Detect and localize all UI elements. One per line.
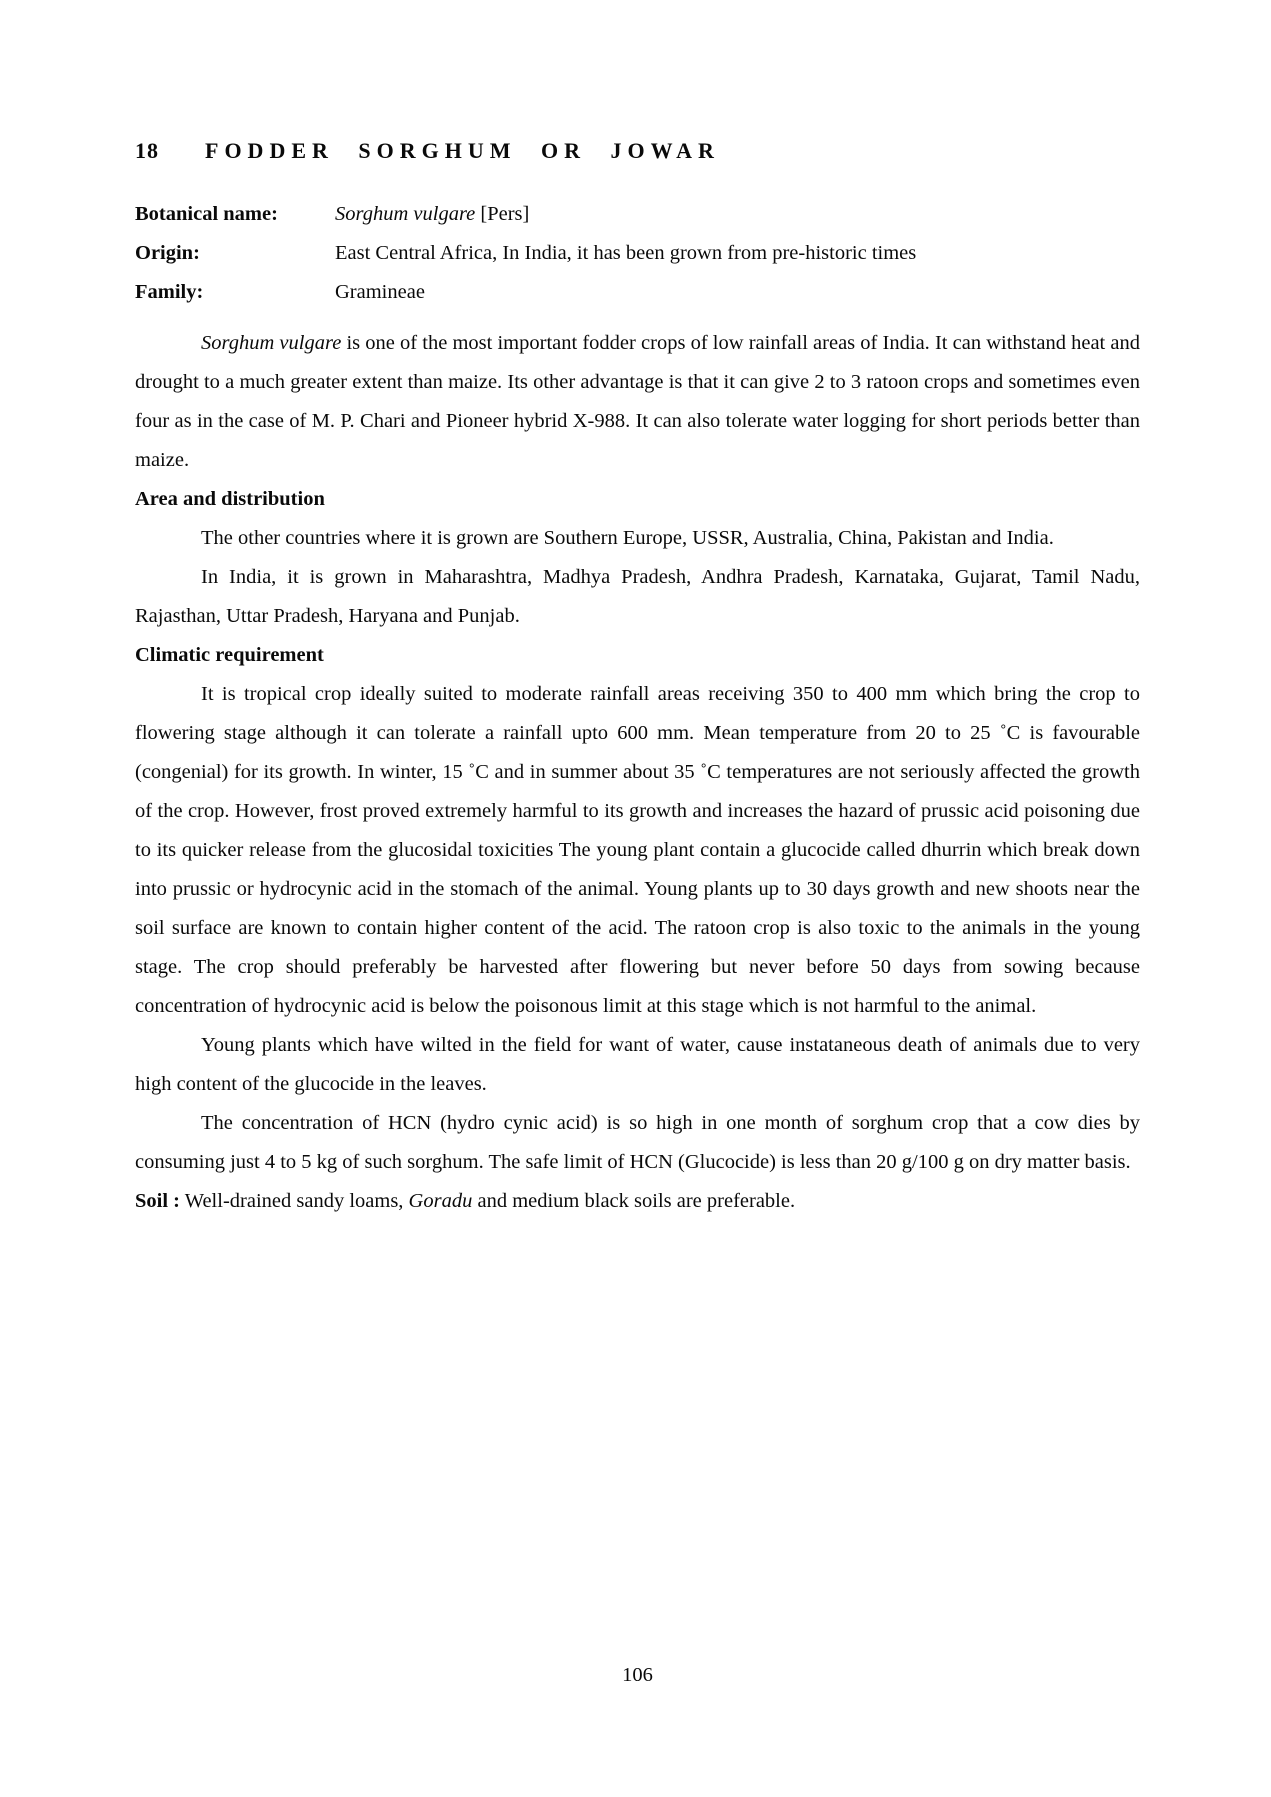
- soil-paragraph: [135, 1182, 1140, 1221]
- family-row: [135, 273, 1140, 312]
- area-paragraph-india-states: In India, it is grown in Maharashtra, Madhya Pradesh, Andhra Pradesh, Karnataka, Gujarat, Tamil Nadu, Rajasthan, Uttar Pradesh, Haryana and Punjab.: [135, 566, 1140, 627]
- chapter-number: 18: [135, 138, 159, 163]
- soil-label: Soil :: [135, 1190, 180, 1212]
- botanical-name-value: [335, 195, 1140, 234]
- species-authority: [Pers]: [475, 203, 530, 225]
- soil-text-before: Well-drained sandy loams,: [180, 1190, 409, 1212]
- chapter-title: FODDER SORGHUM OR JOWAR: [205, 138, 720, 163]
- origin-label: Origin:: [135, 242, 200, 264]
- area-paragraph-countries: The other countries where it is grown are Southern Europe, USSR, Australia, China, Pakistan and India.: [201, 527, 1054, 549]
- origin-row: [135, 234, 1140, 273]
- soil-term-goradu: Goradu: [408, 1190, 473, 1212]
- species-name: Sorghum vulgare: [335, 203, 476, 225]
- section-heading-climatic-requirement: Climatic requirement: [135, 644, 324, 666]
- family-value: Gramineae: [335, 281, 425, 303]
- climate-paragraph-main: It is tropical crop ideally suited to moderate rainfall areas receiving 350 to 400 mm which bring the crop to flowering stage although it can tolerate a rainfall upto 600 mm. Mean temperature from 20 to 25 ˚C is favourable (congenial) for its growth. In winter, 15 ˚C and in summer about 35 ˚C temperatures are not seriously affected the growth of the crop. However, frost proved extremely harmful to its growth and increases the hazard of prussic acid poisoning due to its quicker release from the glucosidal toxicities The young plant contain a glucocide called dhurrin which break down into prussic or hydrocynic acid in the stomach of the animal. Young plants up to 30 days growth and new shoots near the soil surface are known to contain higher content of the acid. The ratoon crop is also toxic to the animals in the young stage. The crop should preferably be harvested after flowering but never before 50 days from sowing because concentration of hydrocynic acid is below the poisonous limit at this stage which is not harmful to the animal.: [135, 683, 1140, 1017]
- botanical-name-row: [135, 195, 1140, 234]
- section-heading-area-and-distribution: Area and distribution: [135, 488, 325, 510]
- page-number: 106: [622, 1664, 653, 1686]
- botanical-name-label: Botanical name:: [135, 203, 278, 225]
- soil-text-after: and medium black soils are preferable.: [472, 1190, 796, 1212]
- family-label: Family:: [135, 281, 204, 303]
- document-body: [135, 324, 1140, 1221]
- botanical-meta-block: [135, 195, 1140, 312]
- intro-paragraph: [135, 324, 1140, 480]
- climate-paragraph-wilted-plants: Young plants which have wilted in the field for want of water, cause instataneous death of animals due to very high content of the glucocide in the leaves.: [135, 1034, 1140, 1095]
- climate-paragraph-hcn: The concentration of HCN (hydro cynic acid) is so high in one month of sorghum crop that a cow dies by consuming just 4 to 5 kg of such sorghum. The safe limit of HCN (Glucocide) is less than 20 g/100 g on dry matter basis.: [135, 1112, 1140, 1173]
- intro-paragraph-text: is one of the most important fodder crops of low rainfall areas of India. It can withstand heat and drought to a much greater extent than maize. Its other advantage is that it can give 2 to 3 ratoon crops and sometimes even four as in the case of M. P. Chari and Pioneer hybrid X-988. It can also tolerate water logging for short periods better than maize.: [135, 332, 1140, 471]
- chapter-heading: [135, 138, 1140, 164]
- origin-value: East Central Africa, In India, it has been grown from pre-historic times: [335, 242, 917, 264]
- species-name-inline: Sorghum vulgare: [201, 332, 342, 354]
